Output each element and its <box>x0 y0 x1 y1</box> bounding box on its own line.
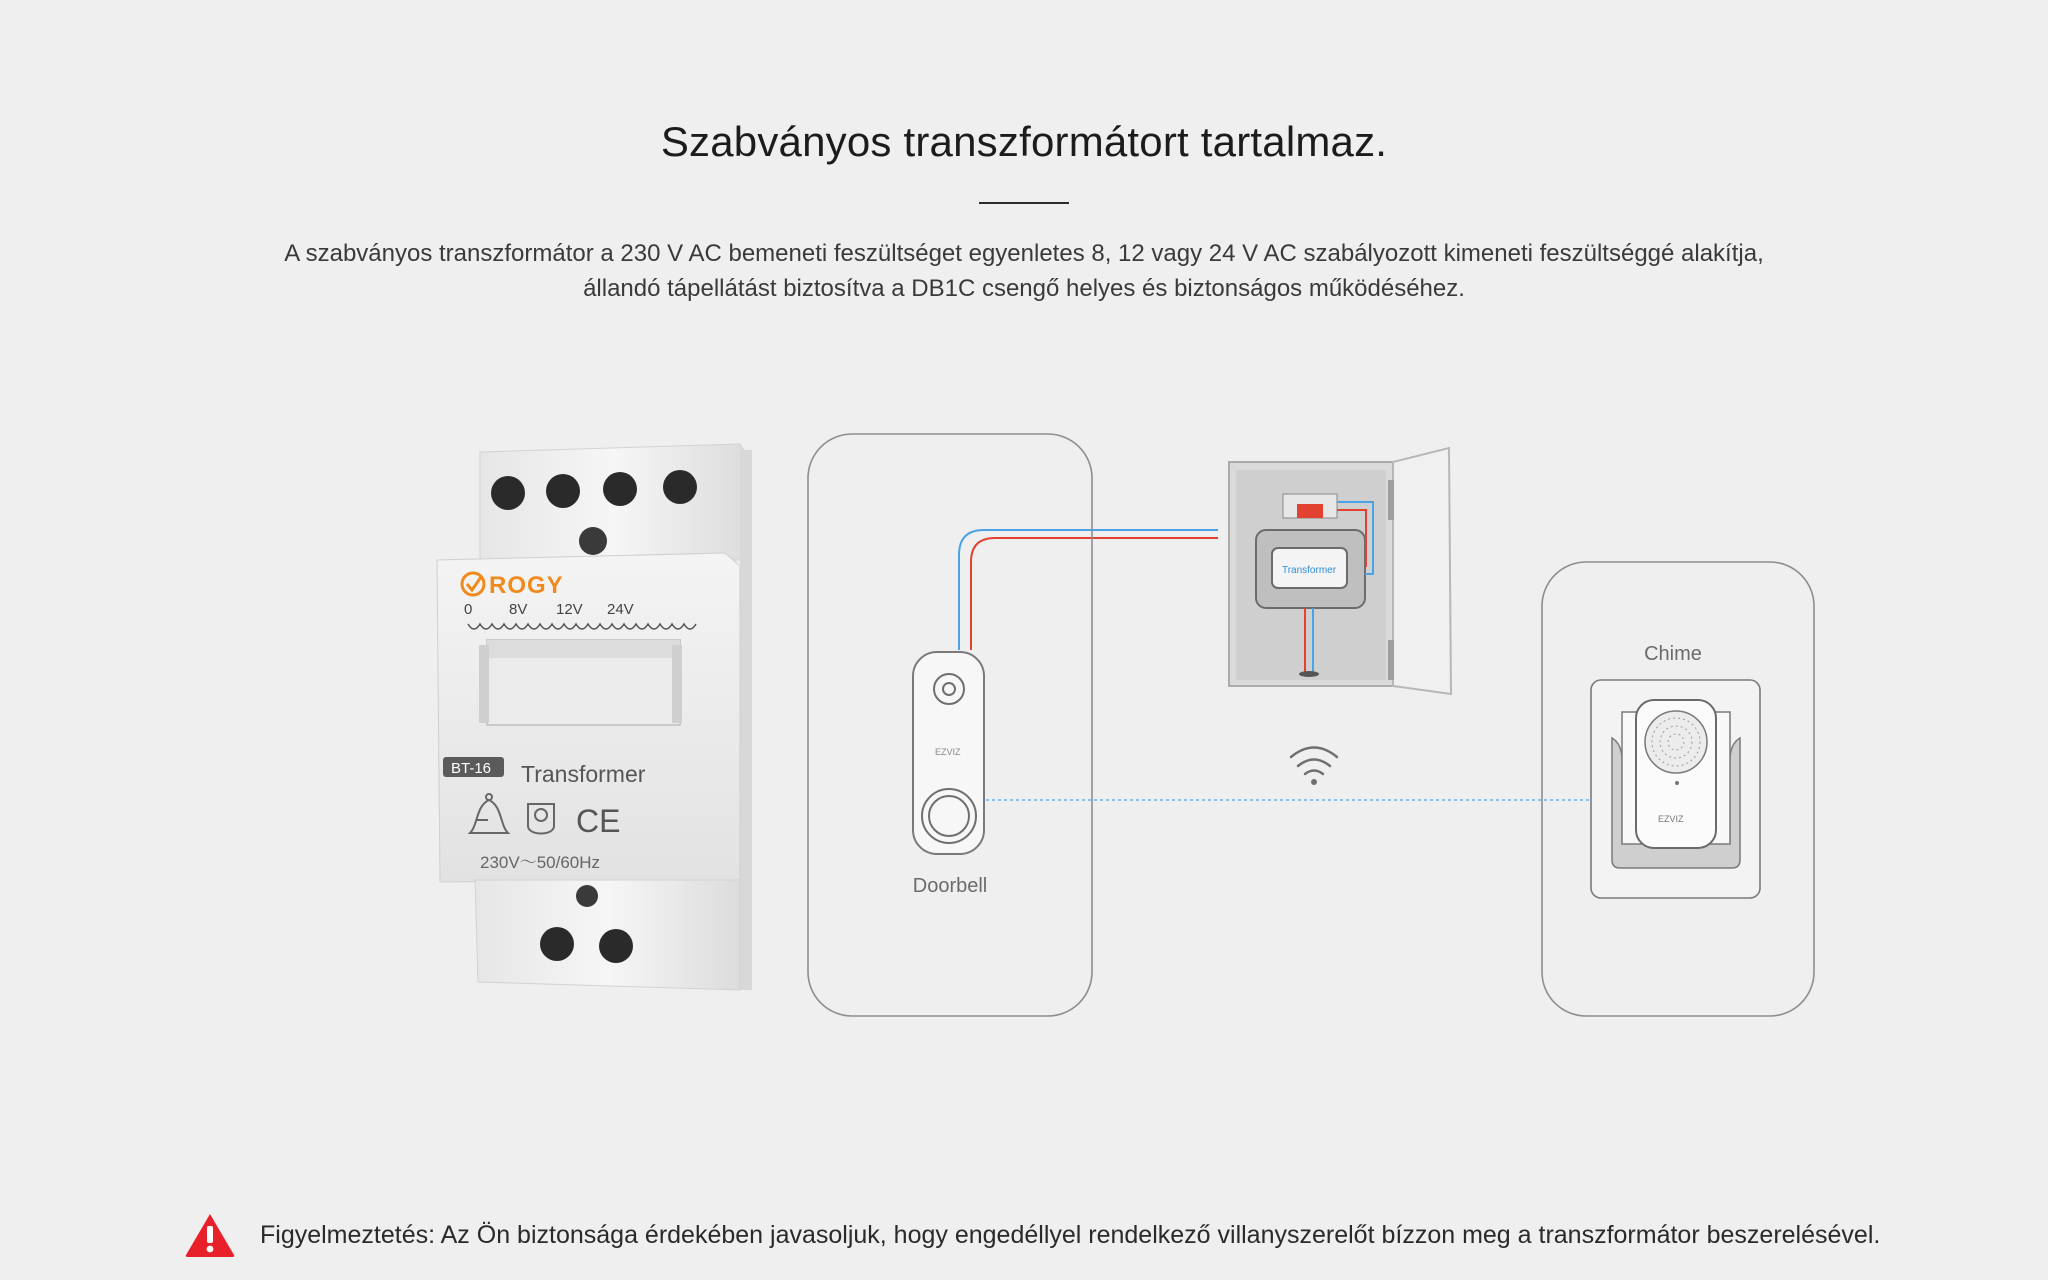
box-door <box>1393 448 1451 694</box>
wifi-icon <box>1291 748 1337 786</box>
warning-text: Figyelmeztetés: Az Ön biztonsága érdekében javasoljuk, hogy engedéllyel rendelkező villanyszerelőt bízzon meg a transzformátor beszerelésével. <box>260 1220 1881 1249</box>
ce-mark: CE <box>576 803 621 839</box>
doorbell-panel <box>808 434 1092 1016</box>
doorbell-label: Doorbell <box>912 875 988 897</box>
brand-logo-text: ROGY <box>489 572 564 599</box>
chime-brand: EZVIZ <box>1658 814 1684 824</box>
doorbell-device <box>913 652 984 854</box>
chime-device <box>1612 700 1740 868</box>
wires <box>959 530 1218 650</box>
doorbell-brand: EZVIZ <box>935 747 961 757</box>
transformer-device <box>437 444 752 990</box>
terminal-label-1: 8V <box>509 601 528 618</box>
chime-label: Chime <box>1644 643 1702 665</box>
model-badge-text: BT-16 <box>451 760 492 777</box>
chime-panel <box>1542 562 1814 1016</box>
device-name: Transformer <box>521 761 646 787</box>
terminal-label-0: 0 <box>464 601 473 618</box>
electrical-box <box>1229 448 1451 694</box>
description-text: A szabványos transzformátor a 230 V AC bemeneti feszültséget egyenletes 8, 12 vagy 24 V AC szabályozott kimeneti feszültséggé alakítja, állandó tápellátást biztosítva a DB1C csengő helyes és biztonságos működéséhez. <box>284 240 1764 302</box>
terminal-label-2: 12V <box>556 601 583 618</box>
page-title: Szabványos transzformátort tartalmaz. <box>660 118 1388 165</box>
warning-notice <box>184 1212 1880 1258</box>
speaker-grille-icon <box>1645 711 1707 773</box>
panel-transformer-label: Transformer <box>1281 565 1337 576</box>
voltage-rating: 230V～50/60Hz <box>480 853 601 872</box>
warning-triangle-icon <box>184 1212 236 1258</box>
terminal-label-3: 24V <box>607 601 634 618</box>
